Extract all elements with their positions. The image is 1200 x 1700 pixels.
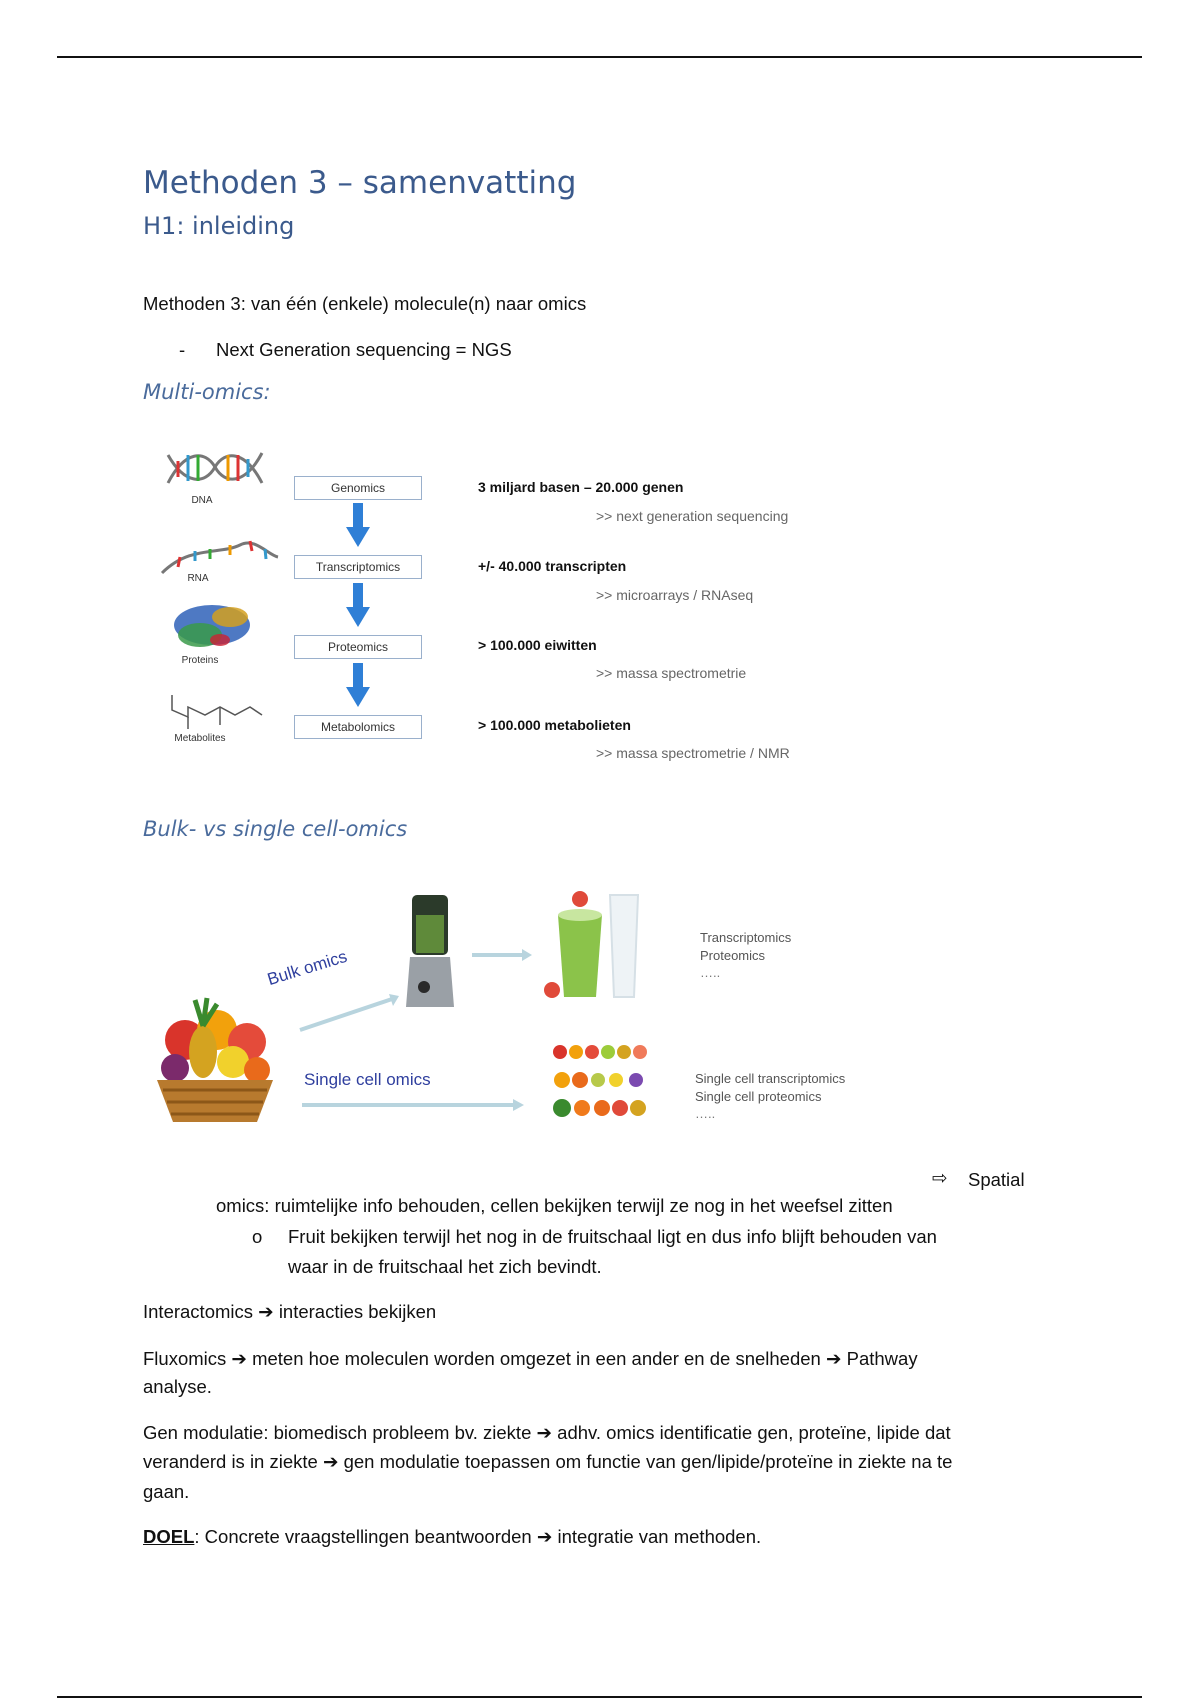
gen-modulatie-line1 [143,1418,951,1448]
single-cell-arrow [300,1095,530,1115]
bulk-single-figure [145,865,905,1145]
spatial-example-line2: waar in de fruitschaal het zich bevindt. [288,1256,602,1277]
spatial-arrow-icon: ⇨ [932,1168,948,1189]
gen-modulatie-text-c: veranderd is in ziekte [143,1451,318,1472]
single-output-transcriptomics: Single cell transcriptomics [695,1071,846,1086]
fruit-basket-icon [145,990,285,1130]
bulk-arrow [295,990,405,1035]
gen-modulatie-text-a: Gen modulatie: biomedisch probleem bv. ziekte [143,1422,532,1443]
bulk-output-more: ….. [700,965,721,980]
box-metabolomics: Metabolomics [294,715,422,739]
bulk-output-proteomics: Proteomics [700,948,766,963]
smoothie-icon [540,885,650,1010]
arrow-icon: ➔ [825,1349,842,1370]
icon-label-metabolites: Metabolites [174,733,226,744]
bullet-dash: - [179,339,186,360]
metabolomics-count: > 100.000 metabolieten [478,717,631,733]
section-bulk-vs-single: Bulk- vs single cell-omics [143,817,408,841]
single-output-proteomics: Single cell proteomics [695,1089,822,1104]
gen-modulatie-text-d: gen modulatie toepassen om functie van gen/lipide/proteïne in ziekte na te [343,1451,953,1472]
proteomics-count: > 100.000 eiwitten [478,637,597,653]
transcriptomics-method: >> microarrays / RNAseq [596,587,754,603]
genomics-count: 3 miljard basen – 20.000 genen [478,479,684,495]
proteomics-method: >> massa spectrometrie [596,665,747,681]
arrow-icon: ➔ [231,1349,247,1370]
footer-rule [57,1696,1142,1698]
arrow-icon: ➔ [536,1527,553,1548]
single-output-more: ….. [695,1106,716,1121]
gen-modulatie-line3: gaan. [143,1481,190,1502]
multiomics-figure [150,445,850,765]
fluxomics-pathway: Pathway [846,1348,918,1369]
down-arrow-icon [346,503,370,549]
box-proteomics: Proteomics [294,635,422,659]
interactomics-term: Interactomics [143,1301,254,1322]
doel-text-b: integratie van methoden. [557,1526,762,1547]
section-multiomics: Multi-omics: [143,380,271,404]
icon-label-dna: DNA [191,495,213,506]
arrow-icon: ➔ [258,1302,274,1323]
doel-text-a: : Concrete vraagstellingen beantwoorden [194,1526,532,1547]
fluxomics-paragraph-line1 [143,1344,918,1374]
box-genomics: Genomics [294,476,422,500]
interactomics-paragraph [143,1297,436,1327]
intro-line: Methoden 3: van één (enkele) molecule(n) naar omics [143,293,587,314]
arrow-icon: ➔ [536,1423,553,1444]
down-arrow-icon [346,663,370,709]
fluxomics-paragraph-line2: analyse. [143,1376,212,1397]
fluxomics-text: meten hoe moleculen worden omgezet in een ander en de snelheden [252,1348,821,1369]
bulk-omics-label: Bulk omics [265,946,350,990]
gen-modulatie-line2 [143,1447,952,1477]
molecule-icons [150,445,280,765]
box-transcriptomics: Transcriptomics [294,555,422,579]
interactomics-text: interacties bekijken [278,1301,437,1322]
page-title: Methoden 3 – samenvatting [143,165,577,201]
blender-icon [400,895,460,1010]
bulk-output-transcriptomics: Transcriptomics [700,930,792,945]
bullet-ngs: Next Generation sequencing = NGS [216,339,512,360]
genomics-method: >> next generation sequencing [596,508,789,524]
blend-arrow [470,945,535,965]
transcriptomics-count: +/- 40.000 transcripten [478,558,627,574]
header-rule [57,56,1142,58]
fluxomics-term: Fluxomics [143,1348,227,1369]
spatial-definition: omics: ruimtelijke info behouden, cellen bekijken terwijl ze nog in het weefsel zitten [216,1195,893,1216]
icon-label-proteins: Proteins [181,655,219,666]
chapter-heading: H1: inleiding [143,212,295,240]
sub-bullet-circle: o [252,1226,263,1247]
single-cell-omics-label: Single cell omics [304,1070,431,1089]
protein-icon [174,605,250,647]
spatial-example-line1: Fruit bekijken terwijl het nog in de fruitschaal ligt en dus info blijft behouden van [288,1226,937,1247]
doel-paragraph [143,1522,761,1552]
dna-icon [168,453,262,483]
metabolite-icon [172,695,262,729]
icon-label-rna: RNA [187,573,209,584]
arrow-icon: ➔ [322,1452,339,1473]
metabolomics-method: >> massa spectrometrie / NMR [596,745,790,761]
rna-icon [162,541,278,573]
spatial-word: Spatial [968,1169,1025,1190]
gen-modulatie-text-b: adhv. omics identificatie gen, proteïne, lipide dat [557,1422,951,1443]
down-arrow-icon [346,583,370,629]
separated-fruits-icon [550,1040,660,1125]
doel-label: DOEL [143,1526,195,1547]
